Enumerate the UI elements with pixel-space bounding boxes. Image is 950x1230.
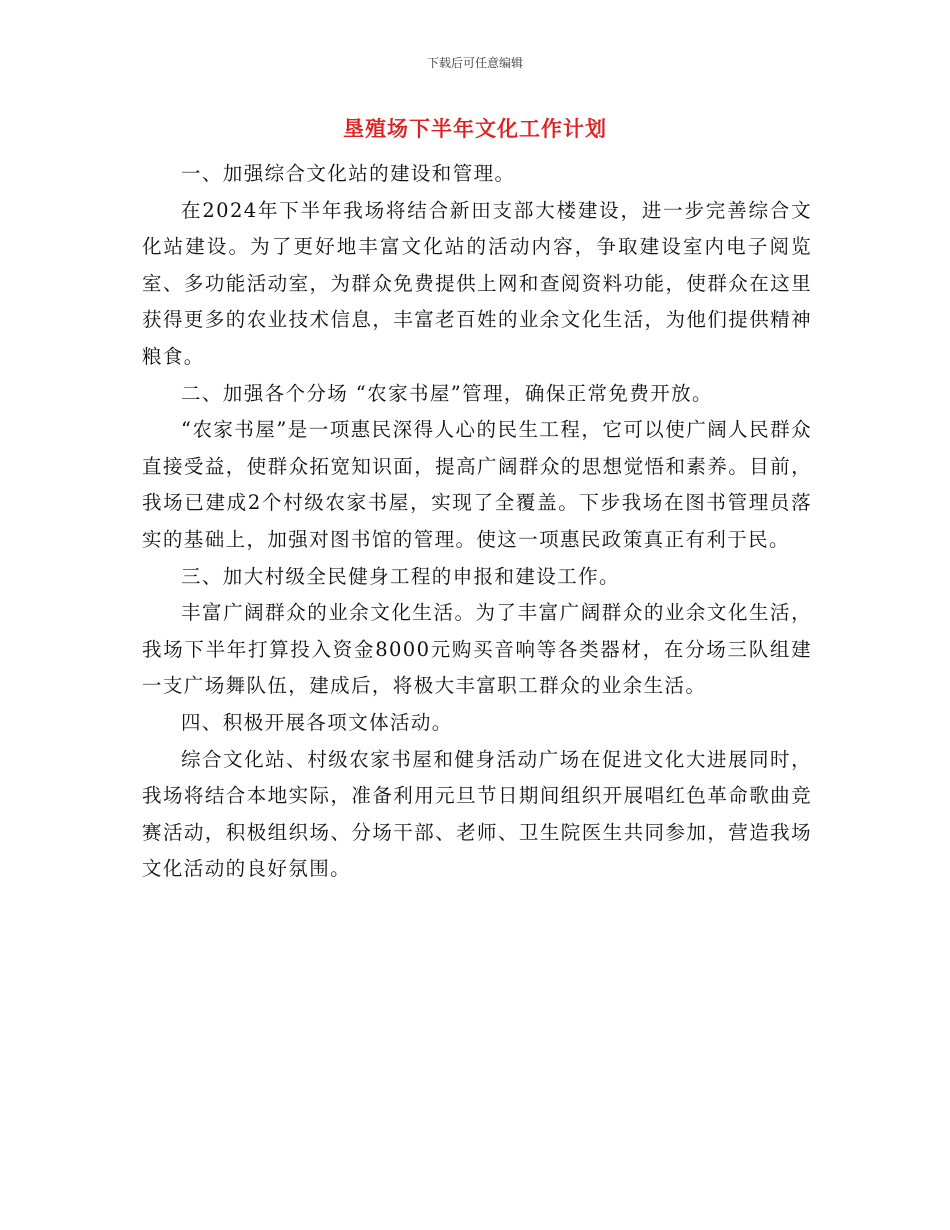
section-heading-3: 三、加大村级全民健身工程的申报和建设工作。	[181, 564, 620, 588]
section-heading-2: 二、加强各个分场 “农家书屋”管理，确保正常免费开放。	[181, 381, 713, 405]
paragraph-1: 在2024年下半年我场将结合新田支部大楼建设，进一步完善综合文化站建设。为了更好地丰富文化站的活动内容，争取建设室内电子阅览室、多功能活动室，为群众免费提供上网和查阅资料功能，使群众在这里获得更多的农业技术信息，丰富老百姓的业余文化生活，为他们提供精神粮食。	[142, 198, 812, 368]
paragraph-3: 丰富广阔群众的业余文化生活。为了丰富广阔群众的业余文化生活，我场下半年打算投入资金8000元购买音响等各类器材，在分场三队组建一支广场舞队伍，建成后，将极大丰富职工群众的业余生活。	[142, 601, 812, 698]
section-heading-4: 四、积极开展各项文体活动。	[181, 710, 453, 734]
document-body	[142, 156, 812, 888]
paragraph-2: “农家书屋”是一项惠民深得人心的民生工程，它可以使广阔人民群众直接受益，使群众拓宽知识面，提高广阔群众的思想觉悟和素养。目前，我场已建成2个村级农家书屋，实现了全覆盖。下步我场在图书管理员落实的基础上，加强对图书馆的管理。使这一项惠民政策真正有利于民。	[142, 418, 812, 551]
paragraph-4: 综合文化站、村级农家书屋和健身活动广场在促进文化大进展同时，我场将结合本地实际，准备利用元旦节日期间组织开展唱红色革命歌曲竞赛活动，积极组织场、分场干部、老师、卫生院医生共同参加，营造我场文化活动的良好氛围。	[142, 747, 812, 881]
section-heading-1: 一、加强综合文化站的建设和管理。	[181, 162, 516, 185]
document-title: 垦殖场下半年文化工作计划	[343, 117, 607, 141]
header-note: 下载后可任意编辑	[426, 56, 523, 70]
